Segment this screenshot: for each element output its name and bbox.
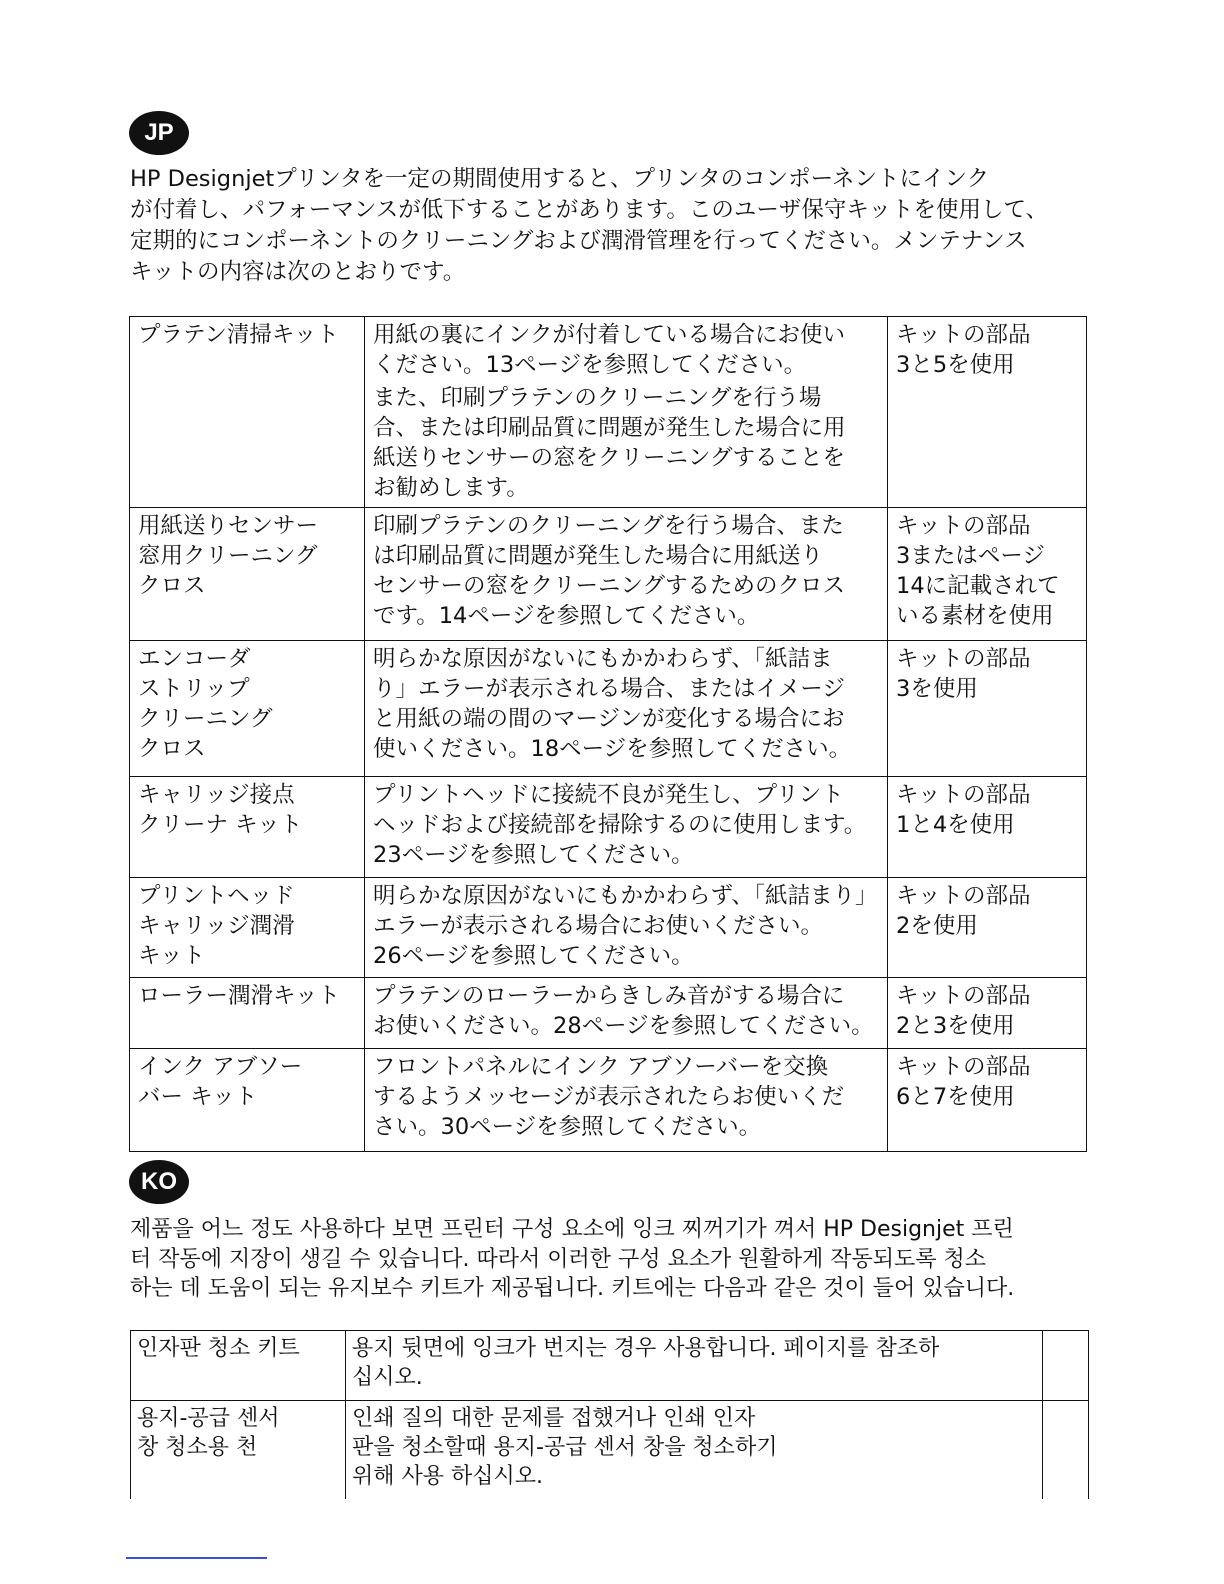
intro-line: 定期的にコンポーネントのクリーニングおよび潤滑管理を行ってください。メンテナンス [130, 228, 1027, 254]
kit-description-line: り」エラーが表示される場合、またはイメージ [373, 676, 845, 702]
intro-line: キットの内容は次のとおりです。 [130, 259, 466, 285]
kit-description-cell [365, 641, 888, 777]
kit-name-line: キャリッジ潤滑 [138, 913, 295, 939]
kit-name-line: クロス [138, 573, 206, 599]
kit-parts-line: いる素材を使用 [896, 603, 1054, 629]
kit-description-line: 26ページを参照してください。 [373, 943, 694, 969]
kit-parts-line: キットの部品 [896, 983, 1031, 1009]
kit-name-line: インク アブソー [138, 1054, 303, 1080]
table-row [130, 777, 1087, 878]
intro-line: HP Designjetプリンタを一定の期間使用すると、プリンタのコンポーネントにインク [130, 166, 990, 192]
table-row [131, 1401, 1089, 1499]
kit-name-line: 窓用クリーニング [138, 543, 318, 569]
kit-description-line: また、印刷プラテンのクリーニングを行う場 [373, 385, 822, 411]
kit-parts-cell [888, 978, 1087, 1049]
kit-parts-line: キットの部品 [896, 322, 1031, 348]
kit-description-line: 印刷プラテンのクリーニングを行う場合、また [373, 513, 844, 539]
intro-line: 제품을 어느 정도 사용하다 보면 프린터 구성 요소에 잉크 찌꺼기가 껴서 HP Designjet 프린 [130, 1217, 1014, 1242]
kit-description-cell [365, 777, 888, 878]
kit-description-line: センサーの窓をクリーニングするためのクロス [373, 573, 846, 599]
kit-name-cell [130, 978, 365, 1049]
kit-name-cell [130, 1049, 365, 1152]
kit-description-line: 明らかな原因がないにもかかわらず、「紙詰まり」 [373, 883, 878, 909]
jp-intro-paragraph [130, 164, 1090, 288]
kit-parts-cell [888, 508, 1087, 641]
kit-name-cell [131, 1331, 346, 1401]
kit-description-line: 용지 뒷면에 잉크가 번지는 경우 사용합니다. 페이지를 참조하 [352, 1336, 940, 1361]
kit-name-line: ローラー潤滑キット [138, 983, 341, 1009]
kit-name-line: バー キット [138, 1084, 258, 1110]
jp-language-badge: JP [129, 111, 189, 155]
kit-name-line: キャリッジ接点 [138, 782, 295, 808]
ko-maintenance-kit-table [130, 1330, 1089, 1499]
kit-parts-line: 1と4を使用 [896, 812, 1015, 838]
kit-description-line: 紙送りセンサーの窓をクリーニングすることを [373, 445, 846, 471]
kit-name-line: クロス [138, 736, 206, 762]
kit-name-cell [130, 508, 365, 641]
footer-rule [126, 1557, 267, 1559]
kit-parts-cell [888, 1049, 1087, 1152]
kit-parts-line: 2を使用 [896, 913, 978, 939]
kit-description-line: 인쇄 질의 대한 문제를 접했거나 인쇄 인자 [352, 1406, 756, 1431]
kit-description-cell [365, 978, 888, 1049]
kit-description-line: 使いください。18ページを参照してください。 [373, 736, 852, 762]
kit-name-line: 用紙送りセンサー [138, 513, 319, 539]
kit-description-line: プラテンのローラーからきしみ音がする場合に [373, 983, 845, 1009]
kit-parts-cell [888, 317, 1087, 508]
table-row [130, 317, 1087, 508]
kit-description-line: エラーが表示される場合にお使いください。 [373, 913, 824, 939]
kit-parts-line: 6と7を使用 [896, 1084, 1015, 1110]
kit-description-line: お使いください。28ページを参照してください。 [373, 1013, 874, 1039]
kit-parts-line: キットの部品 [896, 646, 1031, 672]
kit-description-line: するようメッセージが表示されたらお使いくだ [373, 1084, 845, 1110]
kit-name-cell [130, 317, 365, 508]
kit-parts-line: 14に記載されて [896, 573, 1060, 599]
table-row [130, 508, 1087, 641]
kit-parts-cell [888, 777, 1087, 878]
kit-description-cell [346, 1331, 1043, 1401]
table-row [130, 878, 1087, 978]
kit-parts-line: 3またはページ [896, 543, 1045, 569]
kit-description-line: ください。13ページを参照してください。 [373, 352, 807, 378]
kit-parts-line: 3を使用 [896, 676, 978, 702]
kit-parts-line: キットの部品 [896, 782, 1031, 808]
kit-name-line: エンコーダ [138, 646, 251, 672]
kit-name-line: プラテン清掃キット [138, 322, 339, 348]
kit-description-line: は印刷品質に問題が発生した場合に用紙送り [373, 543, 824, 569]
kit-description-cell [365, 508, 888, 641]
kit-parts-line: 2と3を使用 [896, 1013, 1015, 1039]
kit-description-cell [346, 1401, 1043, 1499]
table-row [130, 641, 1087, 777]
kit-description-line: 위해 사용 하십시오. [352, 1464, 543, 1489]
kit-description-line: ヘッドおよび接続部を掃除するのに使用します。 [373, 812, 867, 838]
kit-name-line: 용지-공급 센서 [137, 1406, 280, 1431]
kit-name-line: ストリップ [138, 676, 250, 702]
kit-parts-line: キットの部品 [896, 883, 1031, 909]
kit-name-cell [130, 641, 365, 777]
table-row [131, 1331, 1089, 1401]
kit-name-line: クリーナ キット [138, 812, 303, 838]
kit-description-line: お勧めします。 [373, 475, 529, 501]
table-row [130, 978, 1087, 1049]
kit-description-line: 23ページを参照してください。 [373, 842, 694, 868]
kit-description-line: 판을 청소할때 용지-공급 센서 창을 청소하기 [352, 1435, 778, 1460]
jp-maintenance-kit-table [129, 316, 1087, 1152]
kit-name-cell [130, 878, 365, 978]
kit-name-line: キット [138, 943, 206, 969]
ko-intro-paragraph [130, 1215, 1090, 1304]
ko-language-badge: KO [129, 1160, 189, 1204]
kit-parts-cell [1043, 1331, 1089, 1401]
kit-description-line: プリントヘッドに接続不良が発生し、プリント [373, 782, 844, 808]
intro-line: が付着し、パフォーマンスが低下することがあります。このユーザ保守キットを使用して、 [130, 197, 1049, 223]
kit-description-note [373, 383, 880, 503]
kit-description-line: です。14ページを参照してください。 [373, 603, 760, 629]
kit-name-line: プリントヘッド [138, 883, 295, 909]
kit-description-line: 用紙の裏にインクが付着している場合にお使い [373, 322, 846, 348]
kit-parts-line: キットの部品 [896, 513, 1031, 539]
kit-name-cell [131, 1401, 346, 1499]
kit-description-line: と用紙の端の間のマージンが変化する場合にお [373, 706, 845, 732]
kit-description-line: 십시오. [352, 1365, 423, 1390]
kit-description-line: さい。30ページを参照してください。 [373, 1114, 762, 1140]
kit-parts-cell [888, 641, 1087, 777]
kit-name-line: 인자판 청소 키트 [137, 1336, 300, 1361]
kit-description-line: 合、または印刷品質に問題が発生した場合に用 [373, 415, 846, 441]
kit-parts-line: 3と5を使用 [896, 352, 1015, 378]
intro-line: 하는 데 도움이 되는 유지보수 키트가 제공됩니다. 키트에는 다음과 같은 것이 들어 있습니다. [130, 1276, 1015, 1301]
kit-description-line: フロントパネルにインク アブソーバーを交換 [373, 1054, 829, 1080]
table-row [130, 1049, 1087, 1152]
kit-description-cell [365, 878, 888, 978]
kit-description-cell [365, 317, 888, 508]
intro-line: 터 작동에 지장이 생길 수 있습니다. 따라서 이러한 구성 요소가 원활하게 작동되도록 청소 [130, 1246, 986, 1272]
kit-name-line: 창 청소용 천 [137, 1435, 258, 1460]
kit-name-line: クリーニング [138, 706, 273, 732]
kit-parts-cell [1043, 1401, 1089, 1499]
kit-description-line: 明らかな原因がないにもかかわらず、「紙詰ま [373, 646, 833, 672]
kit-name-cell [130, 777, 365, 878]
kit-description-cell [365, 1049, 888, 1152]
kit-parts-line: キットの部品 [896, 1054, 1031, 1080]
kit-parts-cell [888, 878, 1087, 978]
